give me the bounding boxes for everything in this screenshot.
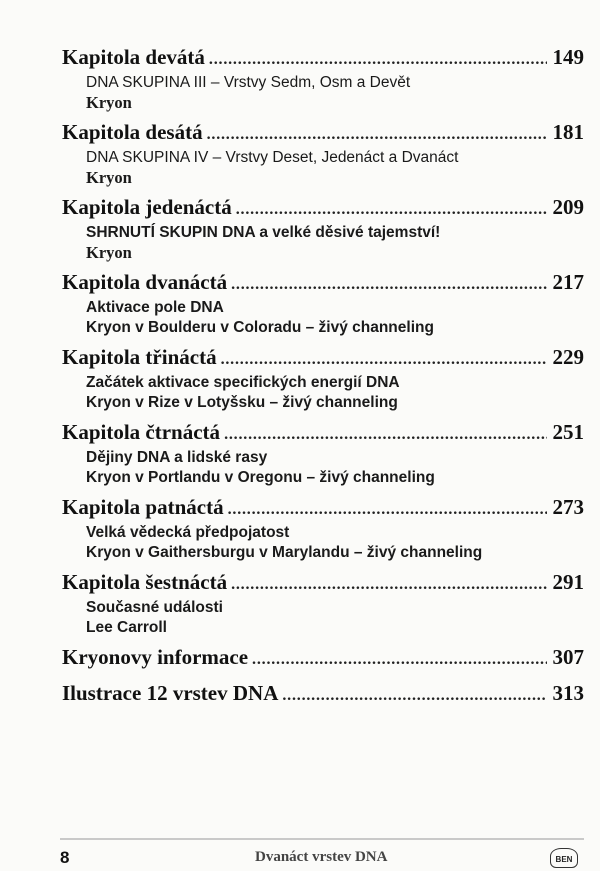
toc-entry-author: Kryon v Rize v Lotyšsku – živý channeling [86,394,398,411]
toc-entry-page: 181 [552,120,584,144]
dot-leader [236,197,547,223]
dot-leader [231,272,546,298]
toc-entry-title: Kryonovy informace [62,645,249,669]
toc-entry-subtitle: DNA SKUPINA III – Vrstvy Sedm, Osm a Devět [86,74,411,91]
toc-entry-title: Ilustrace 12 vrstev DNA [62,681,279,705]
toc-entry-subtitle: Začátek aktivace specifických energií DNA [86,374,400,391]
toc-entry-title: Kapitola patnáctá [62,495,224,519]
toc-entry [62,119,584,194]
toc-entry-author: Kryon [86,93,132,112]
toc-entry [62,680,584,716]
toc-entry-subtitle: Současné události [86,599,223,616]
toc-entry-subtitle: Velká vědecká předpojatost [86,524,290,541]
toc-entry-title: Kapitola jedenáctá [62,195,232,219]
toc-entry-author: Kryon [86,168,132,187]
toc-entry-author: Kryon v Gaithersburgu v Marylandu – živý channeling [86,544,483,561]
toc-entry-subtitle: DNA SKUPINA IV – Vrstvy Deset, Jedenáct a Dvanáct [86,149,459,166]
toc-entry-page: 209 [552,195,584,219]
toc-entry [62,269,584,344]
table-of-contents [62,44,584,716]
toc-entry-page: 291 [552,570,584,594]
dot-leader [228,497,547,523]
toc-entry [62,644,584,680]
toc-entry-author: Lee Carroll [86,619,167,636]
running-footer-title: Dvanáct vrstev DNA [255,849,388,865]
toc-entry-page: 307 [552,645,584,669]
dot-leader [252,647,546,673]
publisher-logo-icon: BEN [550,848,578,868]
dot-leader [221,347,547,373]
toc-entry-title: Kapitola dvanáctá [62,270,228,294]
dot-leader [207,122,547,148]
toc-entry-title: Kapitola devátá [62,45,205,69]
dot-leader [231,572,546,598]
toc-entry-author: Kryon v Boulderu v Coloradu – živý channeling [86,319,434,336]
page-number: 8 [60,848,70,867]
dot-leader [224,422,546,448]
toc-entry [62,494,584,569]
toc-entry [62,344,584,419]
toc-entry-page: 229 [552,345,584,369]
toc-entry-author: Kryon [86,243,132,262]
toc-entry-title: Kapitola šestnáctá [62,570,228,594]
toc-entry [62,419,584,494]
toc-entry-page: 251 [552,420,584,444]
toc-entry [62,569,584,644]
toc-entry-title: Kapitola čtrnáctá [62,420,221,444]
toc-entry [62,194,584,269]
toc-entry-page: 217 [552,270,584,294]
toc-entry [62,44,584,119]
toc-entry-page: 273 [552,495,584,519]
toc-entry-subtitle: Aktivace pole DNA [86,299,224,316]
toc-entry-title: Kapitola desátá [62,120,203,144]
dot-leader [282,683,546,709]
toc-entry-title: Kapitola třináctá [62,345,217,369]
toc-entry-author: Kryon v Portlandu v Oregonu – živý channeling [86,469,435,486]
toc-entry-page: 313 [552,681,584,705]
toc-entry-subtitle: Dějiny DNA a lidské rasy [86,449,268,466]
dot-leader [209,47,547,73]
footer-divider [60,838,584,840]
toc-entry-page: 149 [552,45,584,69]
toc-entry-subtitle: SHRNUTÍ SKUPIN DNA a velké děsivé tajemství! [86,224,441,241]
